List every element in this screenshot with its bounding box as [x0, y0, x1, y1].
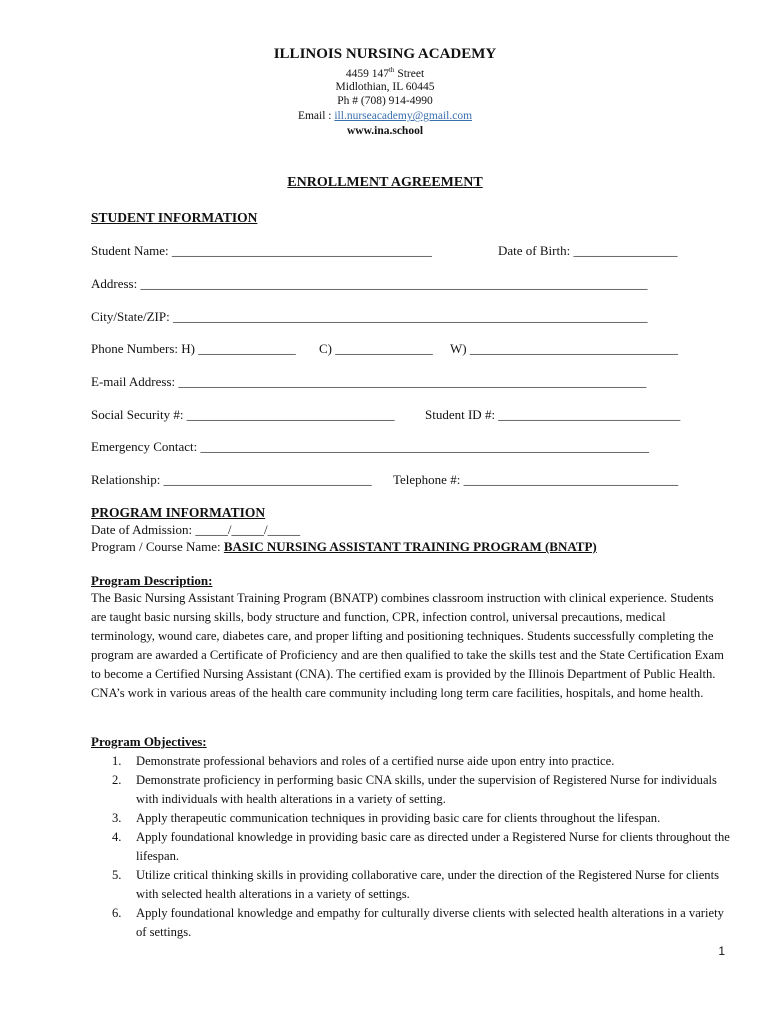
- student-information-heading: STUDENT INFORMATION: [91, 210, 258, 225]
- school-phone: Ph # (708) 914-4990: [337, 95, 433, 107]
- school-name: ILLINOIS NURSING ACADEMY: [273, 46, 497, 62]
- date-of-admission-field[interactable]: Date of Admission: _____/_____/_____: [91, 522, 301, 537]
- email-field[interactable]: E-mail Address: ________________________________________________________________________: [91, 374, 647, 389]
- relationship-field[interactable]: Relationship: ________________________________: [91, 472, 372, 487]
- phone-work-field[interactable]: W) ________________________________: [450, 341, 678, 356]
- ssn-field[interactable]: Social Security #: ________________________________: [91, 407, 395, 422]
- phone-cell-field[interactable]: C) _______________: [319, 341, 433, 356]
- program-information-heading: PROGRAM INFORMATION: [91, 505, 266, 520]
- emergency-contact-field[interactable]: Emergency Contact: _____________________________________________________________________: [91, 439, 650, 454]
- list-item: 1. Demonstrate professional behaviors and roles of a certified nurse aide upon entry into practice.: [112, 754, 615, 768]
- program-description-text: The Basic Nursing Assistant Training Program (BNATP) combines classroom instruction with clinical experience. Students are taught basic nursing skills, body structure and function, CPR, infection control, universal precautions, medical terminology, wound care, diabetes care, and proper lifting and positioning techniques. Students successfully completing the program are awarded a Certificate of Proficiency and are then qualified to take the skills test and the State Certification Exam to become a Certified Nursing Assistant (CNA). The certified exam is provided by the Illinois Department of Public Health. CNA’s work in various areas of the health care community including long term care facilities, hospitals, and home health.: [91, 591, 724, 700]
- list-item: 3. Apply therapeutic communication techniques in providing basic care for clients throughout the lifespan.: [112, 811, 661, 825]
- city-state-zip-field[interactable]: City/State/ZIP: _________________________________________________________________________: [91, 309, 648, 324]
- list-item: 5. Utilize critical thinking skills in providing collaborative care, under the direction of the Registered Nurse for clients with selected health alterations in a variety of settings.: [112, 868, 719, 901]
- date-of-birth-field[interactable]: Date of Birth: ________________: [498, 243, 678, 258]
- list-item: 4. Apply foundational knowledge in providing basic care as directed under a Registered Nurse for clients throughout the lifespan.: [112, 830, 730, 863]
- student-name-field[interactable]: Student Name: ________________________________________: [91, 243, 432, 258]
- program-objectives-heading: Program Objectives:: [91, 734, 207, 749]
- street-address: 4459 147th Street: [345, 66, 425, 80]
- page-number: 1: [718, 944, 725, 958]
- list-item: 6. Apply foundational knowledge and empathy for culturally diverse clients with selected health alterations in a variety of settings.: [112, 906, 724, 939]
- student-id-field[interactable]: Student ID #: ____________________________: [425, 407, 681, 422]
- school-email-line: Email : ill.nurseacademy@gmail.com: [297, 110, 473, 122]
- city-line: Midlothian, IL 60445: [335, 81, 435, 93]
- list-item: 2. Demonstrate proficiency in performing basic CNA skills, under the supervision of Registered Nurse for individuals with individuals with health alterations in a variety of setting.: [112, 773, 717, 806]
- email-link[interactable]: ill.nurseacademy@gmail.com: [334, 110, 473, 122]
- document-title: ENROLLMENT AGREEMENT: [287, 175, 483, 190]
- objectives-list: [91, 752, 731, 942]
- phone-home-field[interactable]: Phone Numbers: H) _______________: [91, 341, 296, 356]
- telephone-field[interactable]: Telephone #: _________________________________: [393, 472, 679, 487]
- program-description-heading: Program Description:: [91, 573, 213, 588]
- course-name-line: Program / Course Name: BASIC NURSING ASSISTANT TRAINING PROGRAM (BNATP): [91, 539, 597, 554]
- course-name: BASIC NURSING ASSISTANT TRAINING PROGRAM (BNATP): [223, 539, 597, 554]
- school-website: www.ina.school: [346, 125, 424, 137]
- address-field[interactable]: Address: ______________________________________________________________________________: [91, 276, 648, 291]
